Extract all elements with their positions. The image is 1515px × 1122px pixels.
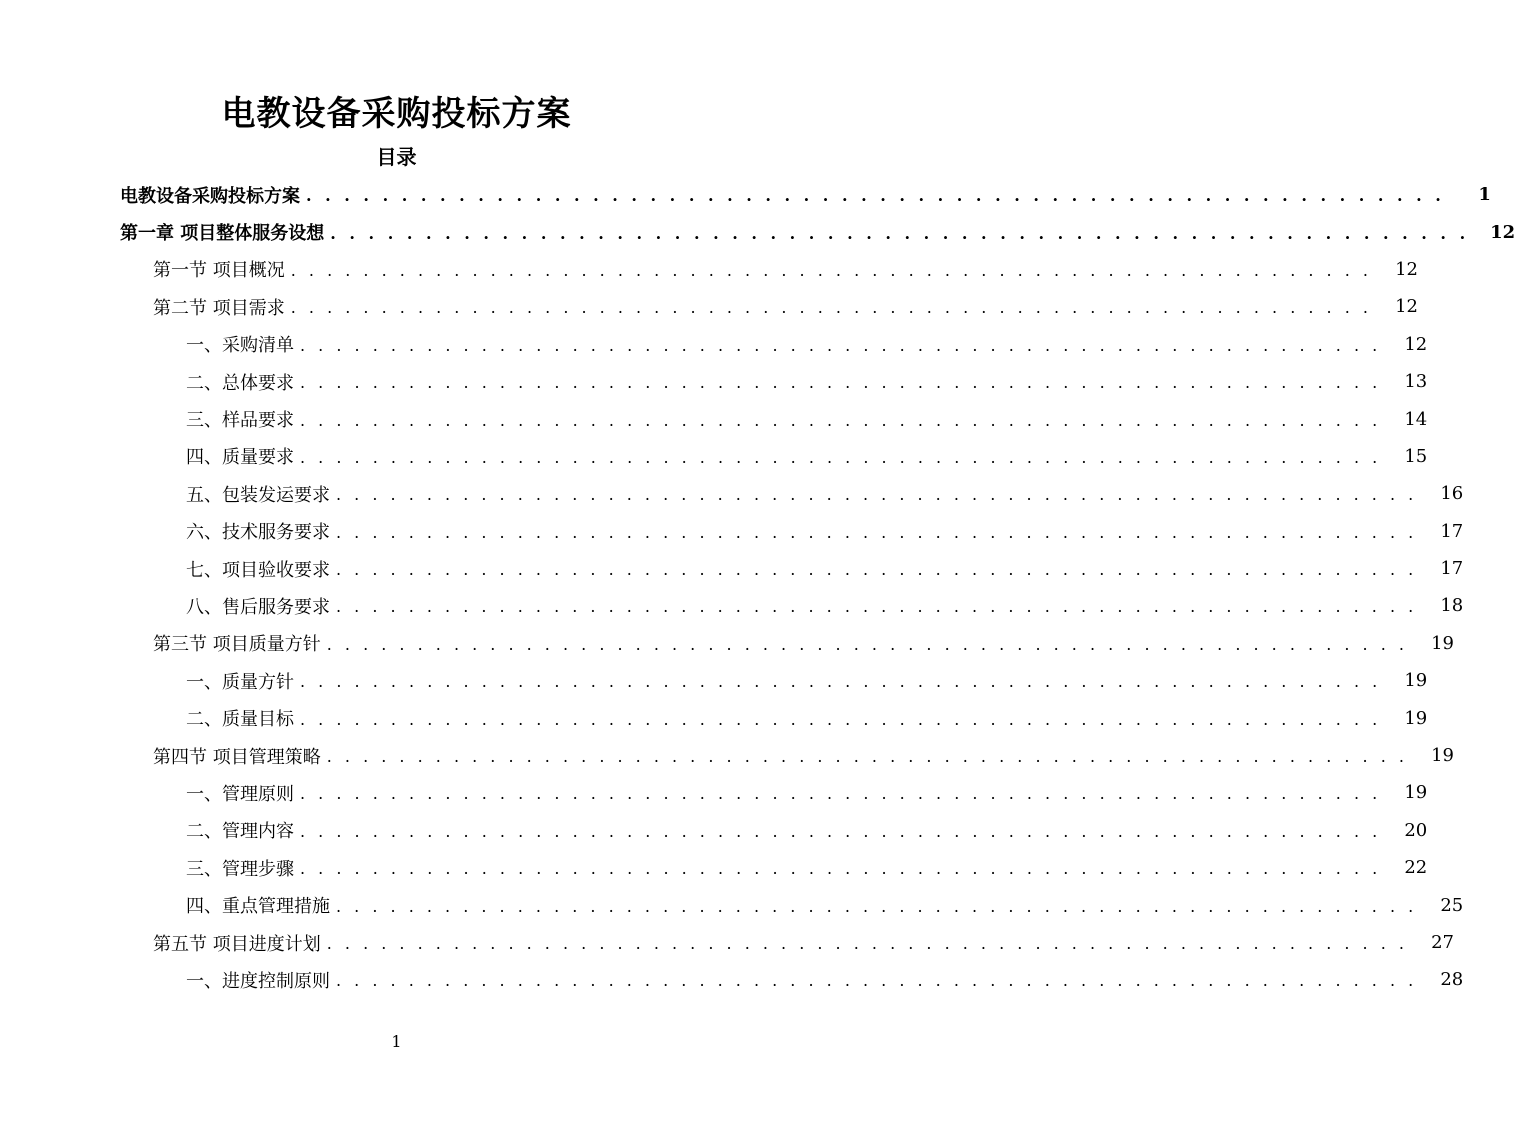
- toc-entry-title: 电教设备采购投标方案: [120, 185, 300, 207]
- toc-dot-leader: . . . . . . . . . . . . . . . . . . . . . . . . . . . . . . . . . . . . . . . . . . . . . . . . . . . . . . . . . . . .: [306, 186, 1445, 206]
- toc-dot-leader: . . . . . . . . . . . . . . . . . . . . . . . . . . . . . . . . . . . . . . . . . . . . . . . . . . . . . . . . . . . .: [336, 896, 1418, 916]
- toc-dot-leader: . . . . . . . . . . . . . . . . . . . . . . . . . . . . . . . . . . . . . . . . . . . . . . . . . . . . . . . . . . . .: [300, 821, 1382, 841]
- toc-entry-title: 一、进度控制原则: [186, 970, 330, 992]
- toc-entry-title: 二、总体要求: [186, 372, 294, 394]
- toc-entry-title: 八、售后服务要求: [186, 596, 330, 618]
- toc-entry-title: 第二节 项目需求: [153, 297, 285, 319]
- toc-entry-title: 四、质量要求: [186, 447, 294, 469]
- toc-entry[interactable]: [0, 774, 1428, 811]
- toc-entry[interactable]: [0, 550, 1464, 587]
- toc-entry[interactable]: [0, 737, 1454, 774]
- toc-entry[interactable]: [0, 513, 1464, 550]
- table-of-contents: [0, 176, 1515, 999]
- toc-entry-title: 四、重点管理措施: [186, 896, 330, 918]
- toc-entry-title: 一、管理原则: [186, 783, 294, 805]
- page-number: 1: [391, 1032, 402, 1051]
- toc-entry[interactable]: [0, 176, 1491, 213]
- toc-entry-title: 一、采购清单: [186, 335, 294, 357]
- toc-entry-page-number: 1: [1478, 184, 1491, 206]
- toc-entry-page-number: 17: [1440, 520, 1464, 542]
- toc-dot-leader: . . . . . . . . . . . . . . . . . . . . . . . . . . . . . . . . . . . . . . . . . . . . . . . . . . . . . . . . . . . .: [326, 634, 1408, 654]
- toc-dot-leader: . . . . . . . . . . . . . . . . . . . . . . . . . . . . . . . . . . . . . . . . . . . . . . . . . . . . . . . . . . . .: [336, 560, 1418, 580]
- toc-entry-title: 五、包装发运要求: [186, 484, 330, 506]
- toc-entry-title: 第四节 项目管理策略: [153, 746, 321, 768]
- toc-entry-page-number: 19: [1404, 707, 1428, 729]
- toc-entry[interactable]: [0, 363, 1428, 400]
- toc-entry-title: 第一节 项目概况: [153, 260, 285, 282]
- toc-entry-page-number: 15: [1404, 445, 1428, 467]
- toc-entry[interactable]: [0, 326, 1428, 363]
- toc-entry[interactable]: [0, 812, 1428, 849]
- toc-entry-page-number: 20: [1404, 819, 1428, 841]
- toc-entry-page-number: 17: [1440, 558, 1464, 580]
- toc-dot-leader: . . . . . . . . . . . . . . . . . . . . . . . . . . . . . . . . . . . . . . . . . . . . . . . . . . . . . . . . . . . .: [290, 298, 1372, 318]
- toc-entry-title: 二、管理内容: [186, 821, 294, 843]
- toc-entry-page-number: 18: [1440, 595, 1464, 617]
- toc-entry-title: 七、项目验收要求: [186, 559, 330, 581]
- toc-entry-title: 第一章 项目整体服务设想: [120, 223, 325, 245]
- toc-entry-page-number: 22: [1404, 857, 1428, 879]
- toc-entry-page-number: 16: [1440, 483, 1464, 505]
- toc-entry[interactable]: [0, 849, 1428, 886]
- toc-dot-leader: . . . . . . . . . . . . . . . . . . . . . . . . . . . . . . . . . . . . . . . . . . . . . . . . . . . . . . . . . . . .: [300, 859, 1382, 879]
- toc-entry[interactable]: [0, 213, 1515, 250]
- toc-dot-leader: . . . . . . . . . . . . . . . . . . . . . . . . . . . . . . . . . . . . . . . . . . . . . . . . . . . . . . . . . . . .: [326, 934, 1408, 953]
- toc-heading: 目录: [376, 145, 417, 169]
- toc-entry-title: 三、样品要求: [186, 410, 294, 432]
- toc-entry[interactable]: [0, 886, 1464, 923]
- toc-entry-page-number: 13: [1404, 371, 1428, 393]
- toc-entry-page-number: 19: [1404, 782, 1428, 804]
- toc-entry-page-number: 27: [1431, 932, 1454, 953]
- toc-entry-page-number: 19: [1431, 745, 1454, 767]
- toc-dot-leader: . . . . . . . . . . . . . . . . . . . . . . . . . . . . . . . . . . . . . . . . . . . . . . . . . . . . . . . . . . . .: [300, 709, 1382, 729]
- toc-entry-title: 一、质量方针: [186, 671, 294, 693]
- toc-dot-leader: . . . . . . . . . . . . . . . . . . . . . . . . . . . . . . . . . . . . . . . . . . . . . . . . . . . . . . . . . . . .: [300, 335, 1382, 355]
- toc-entry-page-number: 12: [1395, 258, 1418, 280]
- toc-entry-page-number: 14: [1404, 408, 1428, 430]
- toc-dot-leader: . . . . . . . . . . . . . . . . . . . . . . . . . . . . . . . . . . . . . . . . . . . . . . . . . . . . . . . . . . . .: [326, 747, 1408, 767]
- toc-entry-page-number: 19: [1431, 632, 1454, 654]
- toc-entry-page-number: 28: [1440, 969, 1464, 991]
- toc-entry[interactable]: [0, 251, 1418, 288]
- toc-entry[interactable]: [0, 924, 1454, 961]
- toc-dot-leader: . . . . . . . . . . . . . . . . . . . . . . . . . . . . . . . . . . . . . . . . . . . . . . . . . . . . . . . . . . . .: [300, 410, 1382, 430]
- toc-entry-title: 六、技术服务要求: [186, 522, 330, 544]
- toc-entry-page-number: 12: [1490, 221, 1515, 243]
- toc-entry-title: 三、管理步骤: [186, 858, 294, 880]
- toc-entry[interactable]: [0, 961, 1464, 998]
- toc-entry[interactable]: [0, 288, 1418, 325]
- toc-dot-leader: . . . . . . . . . . . . . . . . . . . . . . . . . . . . . . . . . . . . . . . . . . . . . . . . . . . . . . . . . . . .: [336, 971, 1418, 991]
- toc-entry-title: 第五节 项目进度计划: [153, 933, 321, 955]
- toc-dot-leader: . . . . . . . . . . . . . . . . . . . . . . . . . . . . . . . . . . . . . . . . . . . . . . . . . . . . . . . . . . . .: [336, 485, 1418, 505]
- toc-entry[interactable]: [0, 475, 1464, 512]
- toc-entry-page-number: 25: [1440, 894, 1464, 916]
- toc-dot-leader: . . . . . . . . . . . . . . . . . . . . . . . . . . . . . . . . . . . . . . . . . . . . . . . . . . . . . . . . . . . .: [336, 522, 1418, 542]
- toc-dot-leader: . . . . . . . . . . . . . . . . . . . . . . . . . . . . . . . . . . . . . . . . . . . . . . . . . . . . . . . . . . . .: [300, 373, 1382, 393]
- toc-dot-leader: . . . . . . . . . . . . . . . . . . . . . . . . . . . . . . . . . . . . . . . . . . . . . . . . . . . . . . . . . . . .: [300, 447, 1382, 467]
- toc-entry[interactable]: [0, 587, 1464, 624]
- toc-entry-title: 第三节 项目质量方针: [153, 634, 321, 656]
- toc-dot-leader: . . . . . . . . . . . . . . . . . . . . . . . . . . . . . . . . . . . . . . . . . . . . . . . . . . . . . . . . . . . .: [290, 260, 1372, 280]
- toc-dot-leader: . . . . . . . . . . . . . . . . . . . . . . . . . . . . . . . . . . . . . . . . . . . . . . . . . . . . . . . . . . . .: [336, 597, 1418, 617]
- toc-entry[interactable]: [0, 625, 1454, 662]
- toc-entry[interactable]: [0, 699, 1428, 736]
- toc-entry-page-number: 19: [1404, 670, 1428, 692]
- toc-dot-leader: . . . . . . . . . . . . . . . . . . . . . . . . . . . . . . . . . . . . . . . . . . . . . . . . . . . . . . . . . . . .: [330, 223, 1470, 243]
- toc-entry[interactable]: [0, 662, 1428, 699]
- document-title: 电教设备采购投标方案: [221, 94, 572, 134]
- toc-entry[interactable]: [0, 400, 1428, 437]
- toc-entry-page-number: 12: [1404, 333, 1428, 355]
- toc-entry-title: 二、质量目标: [186, 709, 294, 731]
- toc-entry-page-number: 12: [1395, 296, 1418, 318]
- toc-entry[interactable]: [0, 438, 1428, 475]
- toc-dot-leader: . . . . . . . . . . . . . . . . . . . . . . . . . . . . . . . . . . . . . . . . . . . . . . . . . . . . . . . . . . . .: [300, 784, 1382, 804]
- toc-dot-leader: . . . . . . . . . . . . . . . . . . . . . . . . . . . . . . . . . . . . . . . . . . . . . . . . . . . . . . . . . . . .: [300, 672, 1382, 692]
